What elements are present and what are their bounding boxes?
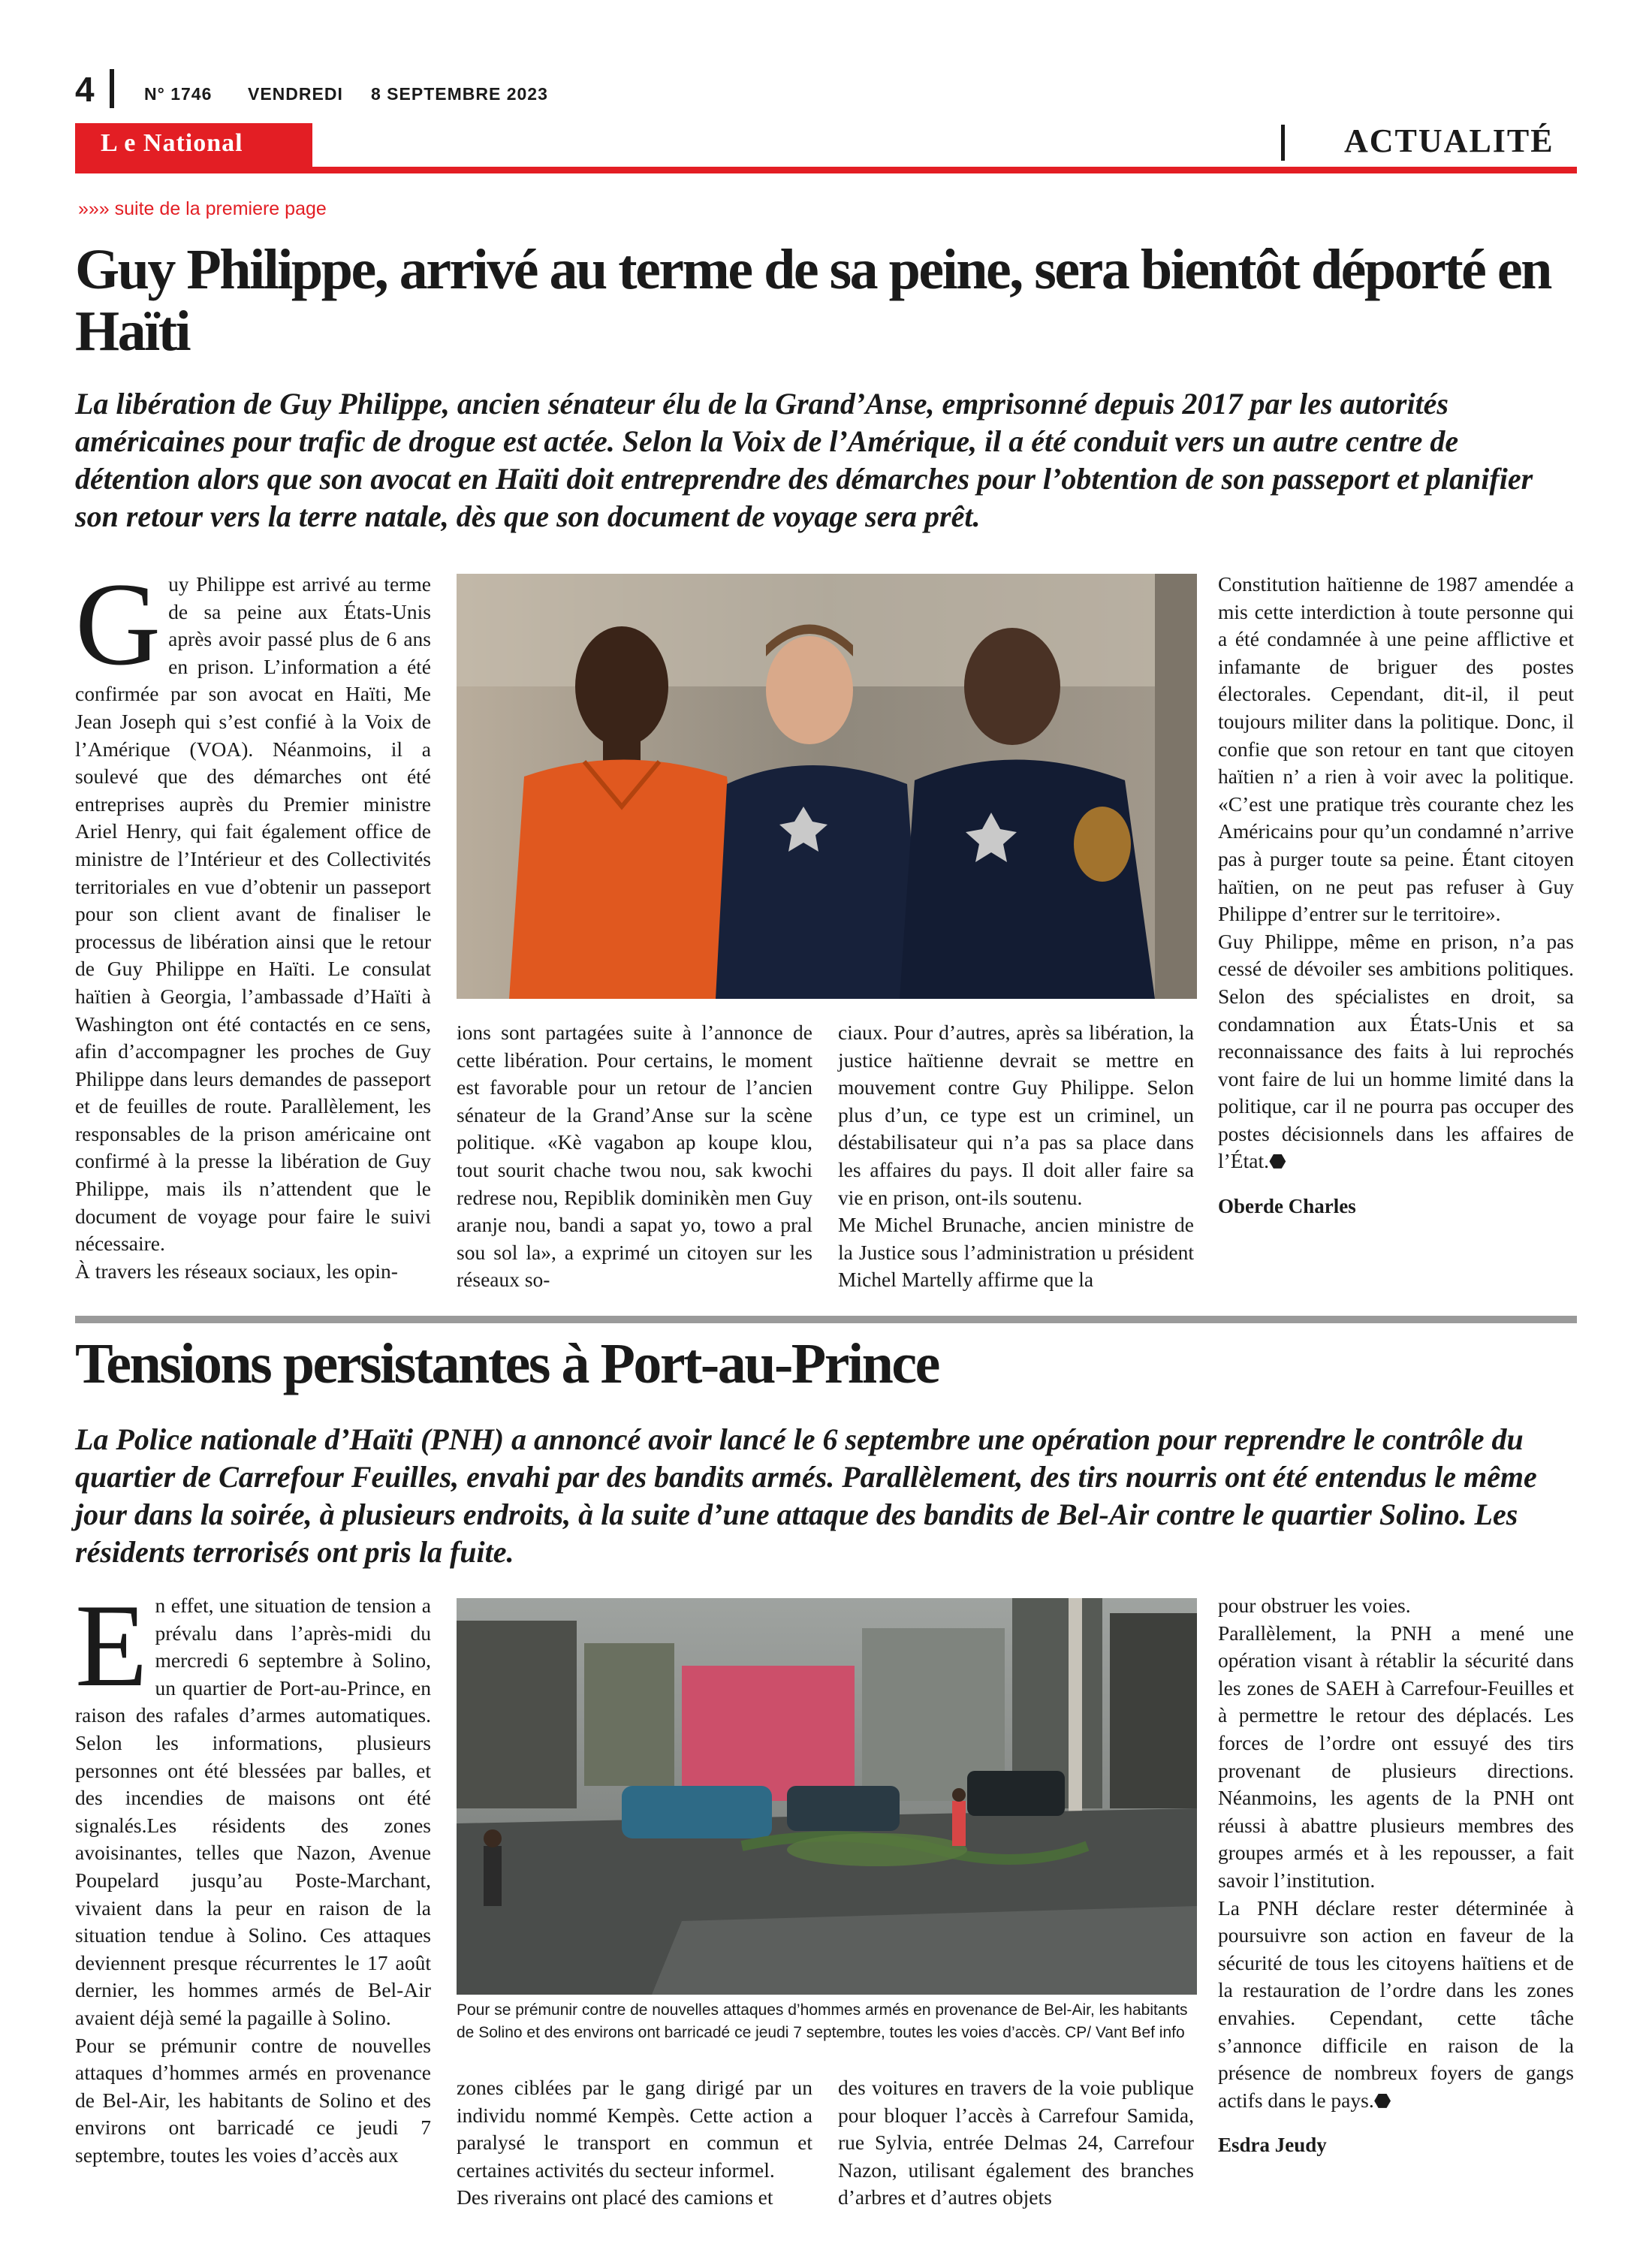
- article1-column-1: [75, 559, 431, 1285]
- issue-number: N° 1746: [144, 84, 213, 104]
- article1-dek: La libération de Guy Philippe, ancien sénateur élu de la Grand’Anse, emprisonné depuis 2017 par les autorités américaines pour trafic de drogue est actée. Selon la Voix de l’Amérique, il a été conduit vers un autre centre de détention alors que son avocat en Haïti doit entreprendre des démarches pour l’obtention de son passeport et planifier son retour vers la terre natale, dès que son document de voyage sera prêt.: [75, 387, 1533, 533]
- article-divider: [75, 1316, 1577, 1323]
- article1-photo: [457, 574, 1197, 999]
- article2-dek: La Police nationale d’Haïti (PNH) a annoncé avoir lancé le 6 septembre une opération pour reprendre le contrôle du quartier de Carrefour Feuilles, envahi par des bandits armés. Parallèlement, des tirs nourris ont été entendus le même jour dans la soirée, à plusieurs endroits, à la suite d’une attaque des bandits de Bel-Air contre le quartier Solino. Les résidents terrorisés ont pris la fuite.: [75, 1422, 1537, 1569]
- section-divider: [1281, 125, 1285, 161]
- article1-col4-text: Constitution haïtienne de 1987 amendée a mis cette interdiction à toute personne qui a été condamnée à une peine afflictive et infamante de briguer des postes électorales. Cependant, dit-il, il peut toujours militer dans la politique. Donc, il confie que son retour en tant que citoyen haïtien n’ a rien à voir avec la politique. «C’est une pratique très courante chez les Américains pour qu’un condamné n’arrive pas à purger toute sa peine. Étant citoyen haïtien, on ne peut pas refuser à Guy Philippe d’entrer sur le territoire».: [1218, 572, 1574, 926]
- page-number: 4: [75, 70, 95, 109]
- page-number-divider: [110, 69, 114, 108]
- article1-col1-text-b: À travers les réseaux sociaux, les opin-: [75, 1259, 398, 1283]
- article1-col4-text-b: Guy Philippe, même en prison, n’a pas cessé de dévoiler ses ambitions politiques. Selon des spécialistes en droit, sa condamnation aux États-Unis et sa reconnaissance des faits à lui reprochés vont faire de lui un homme limité dans la politique, car il ne pourra pas occuper des postes décisionnels dans les affaires de l’État.: [1218, 929, 1574, 1173]
- article1-drop-cap: G: [75, 559, 161, 690]
- header-rule: [75, 167, 1577, 173]
- article2-photo: [457, 1598, 1197, 1995]
- article2-column-3: [838, 2074, 1194, 2212]
- issue-date: 8 SEPTEMBRE 2023: [371, 84, 548, 104]
- article2-col1-text: n effet, une situation de tension a prévalu dans l’après-midi du mercredi 6 septembre à Solino, un quartier de Port-au-Prince, en raison des rafales d’armes automatiques. Selon les informations, plusieurs personnes ont été blessées par balles, et des incendies de maisons ont été signalés.Les résidents des zones avoisinantes, telles que Nazon, Avenue Poupelard jusqu’au Poste-Marchant, vivaient dans la peur en raison de la situation tendue à Solino. Ces attaques deviennent presque récurrentes le 17 août dernier, les hommes armés de Bel-Air avaient déjà semé la pagaille à Solino.: [75, 1594, 431, 2029]
- article1-column-3: [838, 1019, 1194, 1294]
- end-mark-icon: ⬣: [1268, 1151, 1286, 1173]
- issue-weekday: VENDREDI: [248, 84, 343, 104]
- article2-col4-text-b: Parallèlement, la PNH a mené une opération visant à rétablir la sécurité dans les zones de SAEH à Carrefour-Feuilles et à permettre le retour des déplacés. Les forces de l’ordre ont essuyé des tirs provenant de plusieurs directions. Néanmoins, les agents de la PNH ont réussi à abattre plusieurs membres des groupes armés et à les repousser, a fait savoir l’institution.: [1218, 1621, 1574, 1892]
- article2-col4-text-c: La PNH déclare rester déterminée à poursuivre son action en faveur de la sécurité de tous les citoyens haïtiens et de la restauration de l’ordre dans les zones envahies. Cependant, cette tâche s’annonce difficile en raison de la présence de nombreux foyers de gangs actifs dans le pays.: [1218, 1896, 1574, 2112]
- article1-headline: Guy Philippe, arrivé au terme de sa peine, sera bientôt déporté en Haïti: [75, 238, 1551, 363]
- article2-byline: Esdra Jeudy: [1218, 2134, 1327, 2157]
- continuation-note: »»» suite de la premiere page: [78, 198, 327, 219]
- section-label: ACTUALITÉ: [1344, 122, 1554, 159]
- article2-col3-text: des voitures en travers de la voie publique pour bloquer l’accès à Carrefour Samida, rue Sylvia, entrée Delmas 24, Carrefour Nazon, utilisant également des branches d’arbres et d’autres objets: [838, 2076, 1194, 2209]
- article1-col3-text: ciaux. Pour d’autres, après sa libération, la justice haïtienne devrait se mettre en mouvement contre Guy Philippe. Selon plus d’un, ce type est un criminel, un déstabilisateur qui n’a pas sa place dans les affaires du pays. Il doit aller faire sa vie en prison, ont-ils soutenu.: [838, 1021, 1194, 1209]
- end-mark-icon: ⬣: [1373, 2089, 1391, 2112]
- article1-col2-text: ions sont partagées suite à l’annonce de cette libération. Pour certains, le moment est favorable pour un retour de l’ancien sénateur de la Grand’Anse sur la scène politique. «Kè vagabon ap koupe klou, tout sourit chache twou nou, sak kwochi redrese nou, Repiblik dominikèn men Guy aranje nou, bandi a sapat yo, towo a pral sou sol la», a exprimé un citoyen sur les réseaux so-: [457, 1021, 812, 1292]
- article2-headline: Tensions persistantes à Port-au-Prince: [75, 1332, 939, 1395]
- article1-col3-text-b: Me Michel Brunache, ancien ministre de la Justice sous l’administration u président Michel Martelly affirme que la: [838, 1213, 1194, 1292]
- article2-photo-caption: Pour se prémunir contre de nouvelles attaques d’hommes armés en provenance de Bel-Air, les habitants de Solino et des environs ont barricadé ce jeudi 7 septembre, toutes les voies d’accès. CP/ Vant Bef info: [457, 2001, 1188, 2041]
- article2-col2-text-b: Des riverains ont placé des camions et: [457, 2185, 773, 2209]
- article2-col2-text: zones ciblées par le gang dirigé par un individu nommé Kempès. Cette action a paralysé le transport en commun et certaines activités du secteur informel.: [457, 2076, 812, 2182]
- article1-byline: Oberde Charles: [1218, 1195, 1356, 1218]
- article2-drop-cap: E: [75, 1580, 148, 1712]
- article2-col4-text: pour obstruer les voies.: [1218, 1594, 1411, 1617]
- article1-col1-text: uy Philippe est arrivé au terme de sa peine aux États-Unis après avoir passé plus de 6 ans en prison. L’information a été confirmée par son avocat en Haïti, Me Jean Joseph qui s’est confié à la Voix de l’Amérique (VOA). Néanmoins, il a soulevé que des démarches ont été entreprises auprès du Premier ministre Ariel Henry, qui fait également office de ministre de l’Intérieur et des Collectivités territoriales en vue d’obtenir un passeport pour son client avant de finaliser le processus de libération ainsi que le retour de Guy Philippe en Haïti. Le consulat haïtien à Georgia, l’ambassade d’Haïti à Washington ont été contactés en ce sens, afin d’accompagner les proches de Guy Philippe dans leurs demandes de passeport et de feuilles de route. Parallèlement, les responsables de la prison américaine ont confirmé à la presse la libération de Guy Philippe, mais ils n’attendent que le document de voyage pour faire le suivi nécessaire.: [75, 572, 431, 1256]
- article2-col1-text-b: Pour se prémunir contre de nouvelles attaques d’hommes armés en provenance de Bel-Air, les habitants de Solino et des environs ont barricadé ce jeudi 7 septembre, toutes les voies d’accès aux: [75, 2033, 431, 2167]
- article2-column-4: [1218, 1592, 1574, 2159]
- article1-column-4: [1218, 571, 1574, 1220]
- article1-column-2: [457, 1019, 812, 1294]
- newspaper-brand: L e National: [101, 129, 243, 157]
- article2-column-2: [457, 2074, 812, 2212]
- article2-column-1: [75, 1580, 431, 2169]
